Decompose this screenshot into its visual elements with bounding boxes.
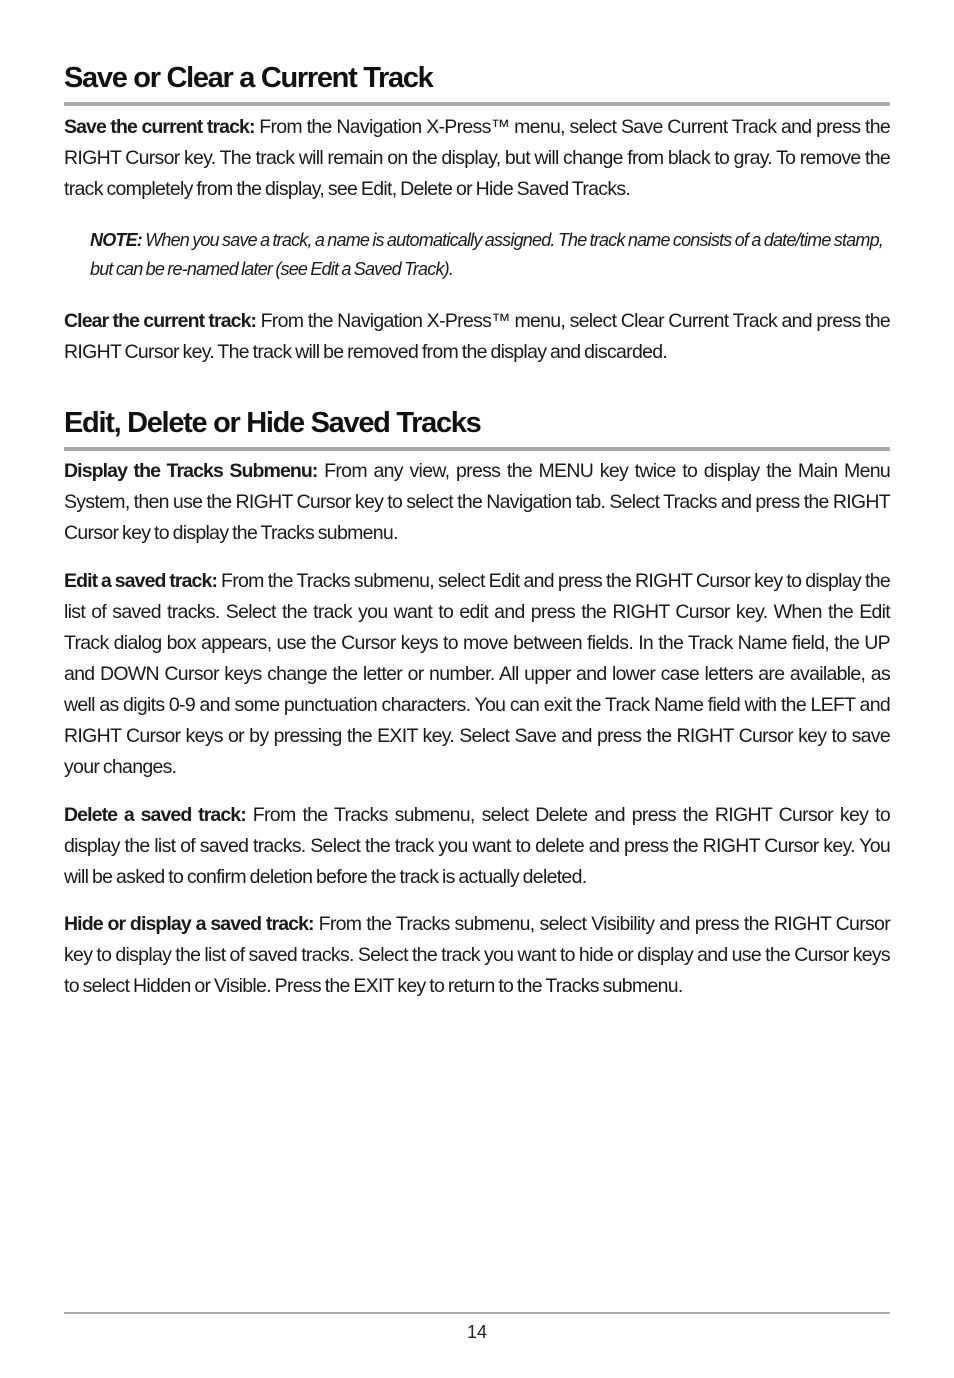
- section-divider: [64, 447, 890, 451]
- paragraph-text: From any view, press the MENU key twice to display the Main Menu System, then use the RIGHT Cursor key to select the Navigation tab. Select Tracks and press the RIGHT Cursor key to display the Tracks submenu.: [64, 460, 890, 544]
- note-auto-name: [90, 226, 890, 284]
- paragraph-text: From the Tracks submenu, select Visibility and press the RIGHT Cursor key to display the list of saved tracks. Select the track you want to hide or display and use the Cursor keys to select Hidden or Visible. Press the EXIT key to return to the Tracks submenu.: [64, 913, 890, 997]
- paragraph-lead: Clear the current track:: [64, 310, 257, 332]
- paragraph-delete-saved-track: [64, 800, 890, 893]
- paragraph-lead: Save the current track:: [64, 116, 255, 138]
- paragraph-save-current-track: [64, 112, 890, 205]
- paragraph-display-tracks-submenu: [64, 456, 890, 549]
- paragraph-text: From the Tracks submenu, select Delete and press the RIGHT Cursor key to display the list of saved tracks. Select the track you want to delete and press the RIGHT Cursor key. You will be asked to confirm deletion before the track is actually deleted.: [64, 804, 890, 888]
- paragraph-edit-saved-track: [64, 566, 890, 783]
- paragraph-text: From the Navigation X-Press™ menu, select Save Current Track and press the RIGHT Cursor key. The track will remain on the display, but will change from black to gray. To remove the track completely from the display, see Edit, Delete or Hide Saved Tracks.: [64, 116, 890, 200]
- page-number: 14: [466, 1322, 488, 1342]
- note-text: When you save a track, a name is automatically assigned. The track name consists of a date/time stamp, but can be re-named later (see Edit a Saved Track).: [90, 230, 883, 279]
- paragraph-lead: Hide or display a saved track:: [64, 913, 314, 935]
- section-divider: [64, 102, 890, 106]
- paragraph-lead: Edit a saved track:: [64, 570, 218, 592]
- footer-divider: [64, 1312, 890, 1314]
- paragraph-text: From the Tracks submenu, select Edit and press the RIGHT Cursor key to display the list of saved tracks. Select the track you want to edit and press the RIGHT Cursor key. When the Edit Track dialog box appears, use the Cursor keys to move between fields. In the Track Name field, the UP and DOWN Cursor keys change the letter or number. All upper and lower case letters are available, as well as digits 0-9 and some punctuation characters. You can exit the Track Name field with the LEFT and RIGHT Cursor keys or by pressing the EXIT key. Select Save and press the RIGHT Cursor key to save your changes.: [64, 570, 890, 778]
- paragraph-lead: Display the Tracks Submenu:: [64, 460, 318, 482]
- section-title-save-or-clear: Save or Clear a Current Track: [64, 62, 433, 94]
- paragraph-lead: Delete a saved track:: [64, 804, 246, 826]
- section-title-edit-delete-hide: Edit, Delete or Hide Saved Tracks: [64, 407, 481, 439]
- paragraph-clear-current-track: [64, 306, 890, 368]
- paragraph-text: From the Navigation X-Press™ menu, select Clear Current Track and press the RIGHT Cursor key. The track will be removed from the display and discarded.: [64, 310, 890, 363]
- note-lead: NOTE:: [90, 230, 142, 250]
- paragraph-hide-display-saved-track: [64, 909, 890, 1002]
